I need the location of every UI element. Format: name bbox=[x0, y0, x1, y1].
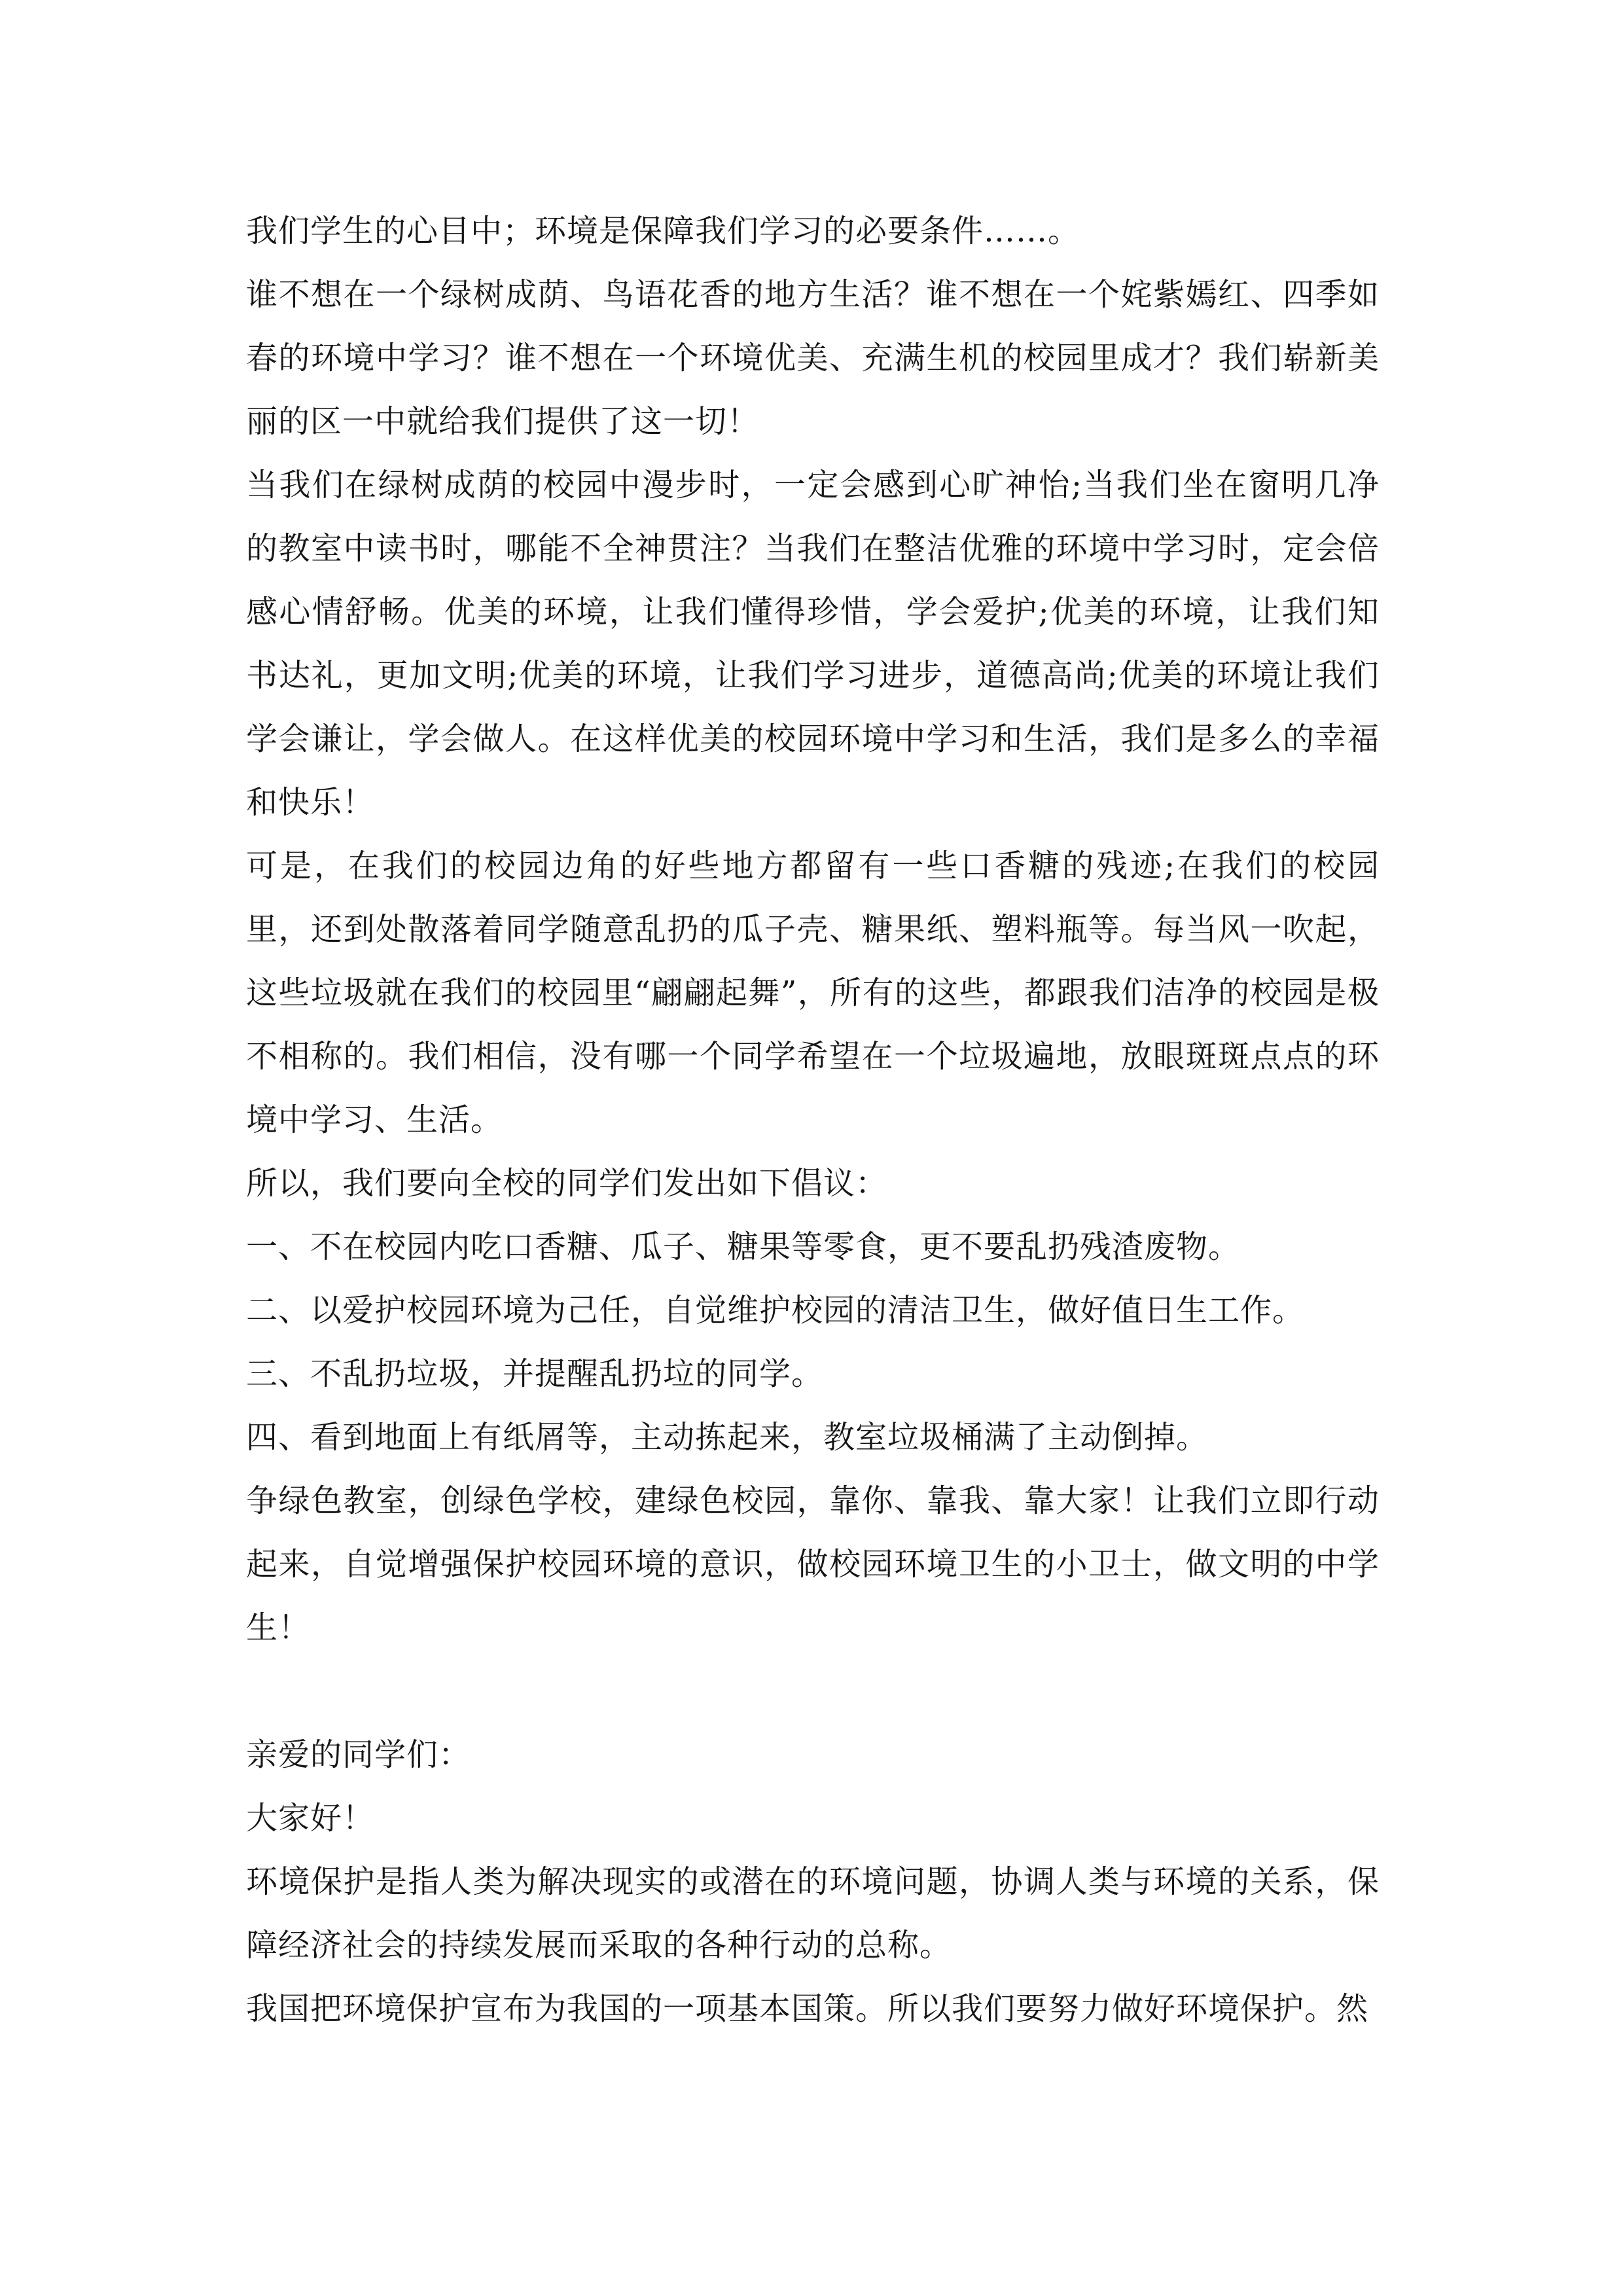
proposal-item-1: 一、不在校园内吃口香糖、瓜子、糖果等零食，更不要乱扔残渣废物。 bbox=[246, 1229, 1241, 1265]
paragraph-condition: 我们学生的心目中；环境是保障我们学习的必要条件……。 bbox=[246, 213, 1080, 249]
paragraph-beautiful-environment: 当我们在绿树成荫的校园中漫步时，一定会感到心旷神怡;当我们坐在窗明几净的教室中读书时，哪能不全神贯注？当我们在整洁优雅的环境中学习时，定会倍感心情舒畅。优美的环境，让我们懂得珍惜，学会爱护;优美的环境，让我们知书达礼，更加文明;优美的环境，让我们学习进步，道德高尚;优美的环境让我们学会谦让，学会做人。在这样优美的校园环境中学习和生活，我们是多么的幸福和快乐！ bbox=[246, 467, 1380, 821]
proposal-item-3: 三、不乱扔垃圾，并提醒乱扔垃的同学。 bbox=[246, 1355, 824, 1392]
paragraph-definition: 环境保护是指人类为解决现实的或潜在的环境问题，协调人类与环境的关系，保障经济社会的持续发展而采取的各种行动的总称。 bbox=[246, 1863, 1380, 1964]
paragraph-national-policy: 我国把环境保护宣布为我国的一项基本国策。所以我们要努力做好环境保护。然 bbox=[246, 1990, 1369, 2027]
paragraph-who-doesnt-want: 谁不想在一个绿树成荫、鸟语花香的地方生活？谁不想在一个姹紫嫣红、四季如春的环境中学习？谁不想在一个环境优美、充满生机的校园里成才？我们崭新美丽的区一中就给我们提供了这一切！ bbox=[246, 276, 1380, 440]
paragraph-litter-problem: 可是，在我们的校园边角的好些地方都留有一些口香糖的残迹;在我们的校园里，还到处散落着同学随意乱扔的瓜子壳、糖果纸、塑料瓶等。每当风一吹起，这些垃圾就在我们的校园里“翩翩起舞”，所有的这些，都跟我们洁净的校园是极不相称的。我们相信，没有哪一个同学希望在一个垃圾遍地，放眼斑斑点点的环境中学习、生活。 bbox=[246, 848, 1380, 1138]
greeting: 大家好！ bbox=[246, 1800, 375, 1837]
proposal-item-4: 四、看到地面上有纸屑等，主动拣起来，教室垃圾桶满了主动倒掉。 bbox=[246, 1419, 1209, 1456]
section-gap bbox=[246, 1660, 1380, 1723]
proposal-item-2: 二、以爱护校园环境为己任，自觉维护校园的清洁卫生，做好值日生工作。 bbox=[246, 1292, 1305, 1329]
paragraph-call-to-action: 争绿色教室，创绿色学校，建绿色校园，靠你、靠我、靠大家！让我们立即行动起来，自觉增强保护校园环境的意识，做校园环境卫生的小卫士，做文明的中学生！ bbox=[246, 1482, 1380, 1646]
document-body bbox=[246, 200, 1380, 2041]
paragraph-initiative-intro: 所以，我们要向全校的同学们发出如下倡议： bbox=[246, 1165, 888, 1202]
salutation: 亲爱的同学们： bbox=[246, 1736, 471, 1773]
